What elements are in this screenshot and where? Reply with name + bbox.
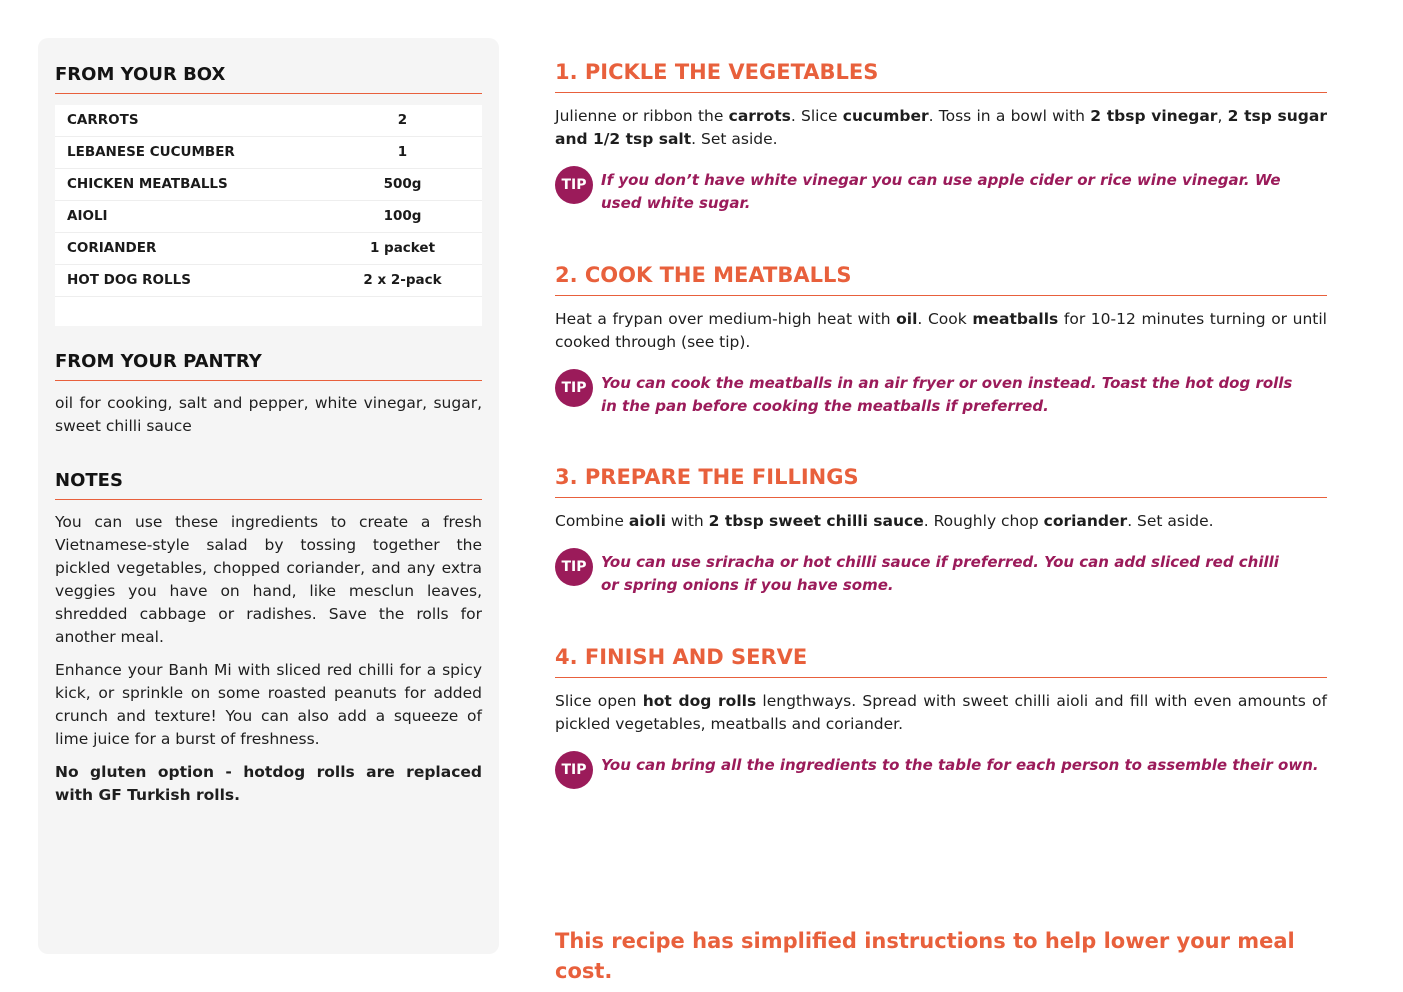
ingredient-qty: 1 packet [369, 240, 436, 256]
instruction-fragment: , [1217, 107, 1228, 125]
instruction-fragment: Slice open [555, 692, 643, 710]
bold-ingredient: oil [896, 310, 918, 328]
tip-text: If you don’t have white vinegar you can use apple cider or rice wine vinegar. We used white sugar. [601, 171, 1281, 212]
tip-text: You can bring all the ingredients to the table for each person to assemble their own. [601, 756, 1319, 774]
table-row [55, 265, 482, 297]
ingredient-name: CHICKEN MEATBALLS [67, 176, 228, 192]
ingredient-name: AIOLI [67, 208, 108, 224]
step-2-text [555, 308, 1327, 354]
notes-paragraph-3: No gluten option - hotdog rolls are replaced with GF Turkish rolls. [55, 763, 482, 804]
bold-ingredient: carrots [728, 107, 791, 125]
table-row [55, 169, 482, 201]
ingredient-qty: 100g [383, 208, 422, 224]
instruction-fragment: Combine [555, 512, 629, 530]
from-your-box-heading: FROM YOUR BOX [55, 63, 482, 94]
table-row [55, 233, 482, 265]
ingredient-name: LEBANESE CUCUMBER [67, 144, 235, 160]
instruction-fragment: Julienne or ribbon the [555, 107, 729, 125]
table-row [55, 201, 482, 233]
instruction-fragment: . Toss in a bowl with [928, 107, 1091, 125]
bold-ingredient: 2 tbsp sweet chilli sauce [708, 512, 924, 530]
bold-ingredient: meatballs [972, 310, 1059, 328]
bold-ingredient: 2 tsp sugar and 1/2 tsp salt [555, 107, 1327, 148]
instruction-fragment: with [665, 512, 709, 530]
step-4-heading: 4. FINISH AND SERVE [555, 643, 1327, 678]
notes-paragraph-2: Enhance your Banh Mi with sliced red chilli for a spicy kick, or sprinkle on some roasted peanuts for added crunch and texture! You can also add a squeeze of lime juice for a burst of freshness. [55, 661, 482, 748]
instruction-fragment: . Set aside. [1127, 512, 1214, 530]
step-3-text [555, 510, 1327, 533]
ingredient-qty: 1 [397, 144, 408, 160]
pantry-text: oil for cooking, salt and pepper, white vinegar, sugar, sweet chilli sauce [55, 394, 482, 435]
tip-badge: TIP [555, 166, 593, 204]
ingredient-name: CARROTS [67, 112, 139, 128]
tip-text: You can cook the meatballs in an air fryer or oven instead. Toast the hot dog rolls in the pan before cooking the meatballs if preferred. [601, 374, 1293, 415]
footer-note: This recipe has simplified instructions to help lower your meal cost. [555, 929, 1295, 983]
step-2-heading: 2. COOK THE MEATBALLS [555, 261, 1327, 296]
instruction-fragment: Heat a frypan over medium-high heat with [555, 310, 897, 328]
instruction-fragment: . Slice [790, 107, 843, 125]
tip-badge: TIP [555, 369, 593, 407]
step-1-heading: 1. PICKLE THE VEGETABLES [555, 58, 1327, 93]
ingredient-name: CORIANDER [67, 240, 157, 256]
bold-ingredient: hot dog rolls [642, 692, 757, 710]
from-your-pantry-heading: FROM YOUR PANTRY [55, 350, 482, 381]
ingredient-qty: 500g [383, 176, 422, 192]
tip-badge: TIP [555, 751, 593, 789]
instruction-fragment: lengthways. Spread with sweet chilli aioli and fill with even amounts of pickled vegetables, meatballs and coriander. [555, 692, 1327, 733]
ingredients-panel [38, 38, 499, 954]
bold-ingredient: cucumber [842, 107, 929, 125]
step-3-heading: 3. PREPARE THE FILLINGS [555, 463, 1327, 498]
table-row [55, 137, 482, 169]
instruction-fragment: for 10-12 minutes turning or until cooked through (see tip). [555, 310, 1327, 351]
instruction-fragment: . Cook [917, 310, 973, 328]
table-row [55, 105, 482, 137]
bold-ingredient: 2 tbsp vinegar [1090, 107, 1218, 125]
bold-ingredient: coriander [1043, 512, 1128, 530]
instruction-fragment: . Set aside. [691, 130, 778, 148]
notes-paragraph-1: You can use these ingredients to create a fresh Vietnamese-style salad by tossing together the pickled vegetables, chopped coriander, and any extra veggies you have on hand, like mesclun leaves, shredded cabbage or radishes. Save the rolls for another meal. [55, 513, 482, 646]
ingredient-qty: 2 x 2-pack [363, 272, 442, 288]
tip-badge: TIP [555, 548, 593, 586]
bold-ingredient: aioli [628, 512, 666, 530]
instruction-fragment: . Roughly chop [923, 512, 1044, 530]
step-1-text [555, 105, 1327, 151]
tip-text: You can use sriracha or hot chilli sauce if preferred. You can add sliced red chilli or spring onions if you have some. [601, 553, 1279, 594]
ingredient-qty: 2 [397, 112, 408, 128]
step-4-text [555, 690, 1327, 736]
ingredient-name: HOT DOG ROLLS [67, 272, 191, 288]
notes-heading: NOTES [55, 469, 482, 500]
box-ingredients-table [55, 105, 482, 326]
